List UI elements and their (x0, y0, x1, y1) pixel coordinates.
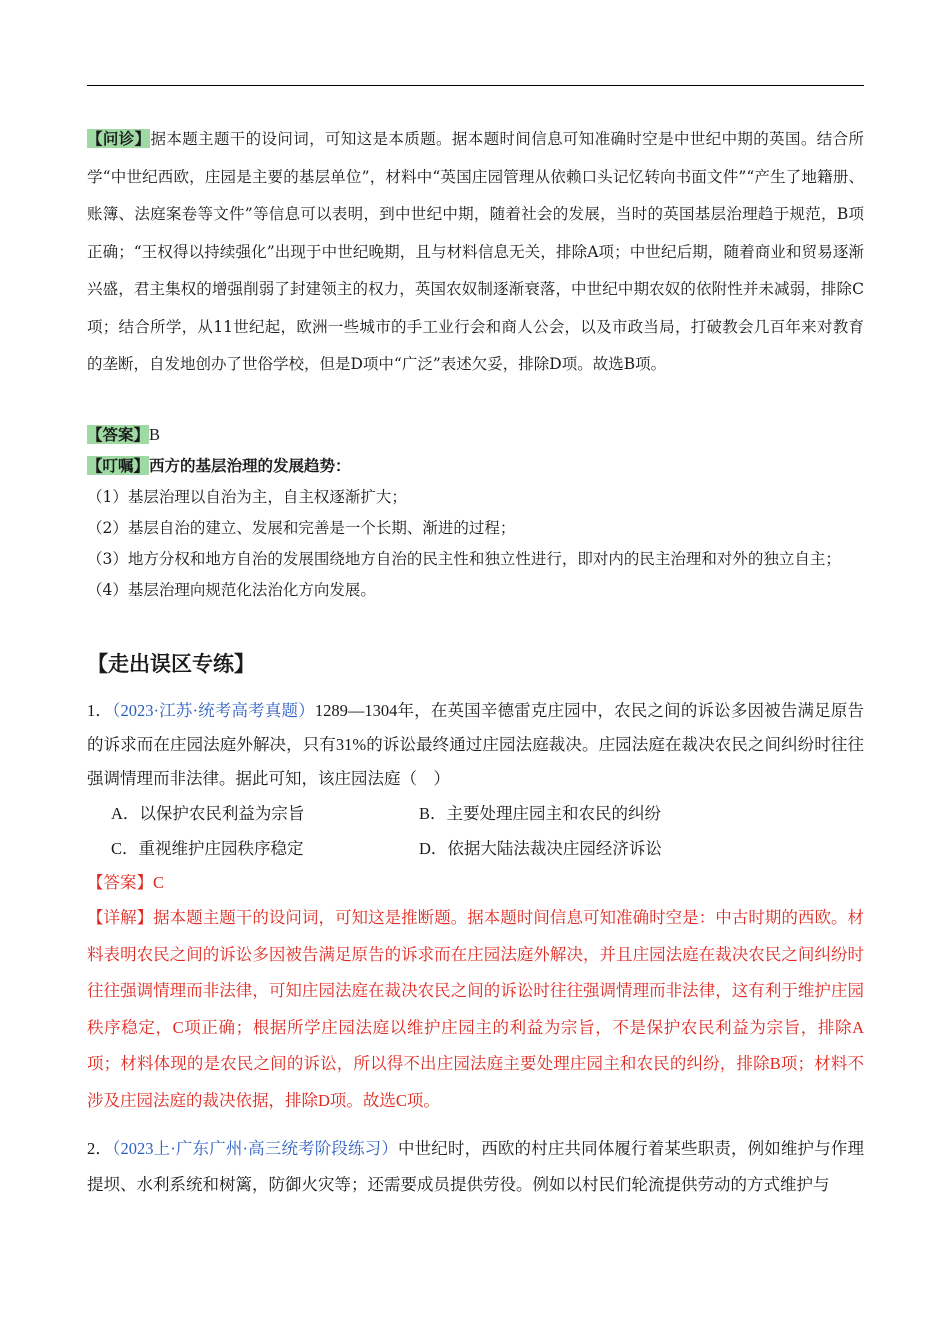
reminder-tag: 【叮嘱】 (87, 456, 150, 475)
question-text: 1289—1304年，在英国辛德雷克庄园中，农民之间的诉讼多因被告满足原告的诉求而在庄园法庭外解决，只有31%的诉讼最终通过庄园法庭裁决。庄园法庭在裁决农民之间纠纷时往往强调情理而非法律。据此可知，该庄园法庭（ ） (87, 701, 865, 788)
question-2 (87, 1131, 864, 1203)
answer-tag: 【答案】 (87, 425, 150, 444)
question-1-stem (87, 694, 864, 796)
reminder-item: （3）地方分权和地方自治的发展围绕地方自治的民主性和独立性进行，即对内的民主治理和对外的独立自主； (87, 550, 841, 568)
question-number: 1． (87, 701, 113, 720)
option-b[interactable]: B．主要处理庄园主和农民的纠纷 (419, 804, 662, 823)
analysis-block (87, 120, 864, 384)
option-d[interactable]: D．依据大陆法裁决庄园经济诉讼 (419, 839, 662, 858)
question-1-answer: 【答案】C (87, 873, 165, 892)
reminder-item: （1）基层治理以自治为主，自主权逐渐扩大； (87, 488, 407, 506)
question-2-stem (87, 1131, 864, 1203)
reminder-item: （4）基层治理向规范化法治化方向发展。 (87, 581, 376, 599)
option-a[interactable]: A．以保护农民利益为宗旨 (111, 804, 305, 823)
question-source: （2023·江苏·统考高考真题） (112, 701, 315, 720)
reminder-item: （2）基层自治的建立、发展和完善是一个长期、渐进的过程； (87, 519, 516, 537)
option-c[interactable]: C．重视维护庄园秩序稳定 (111, 839, 304, 858)
analysis-text: 据本题主题干的设问词，可知这是本质题。据本题时间信息可知准确时空是中世纪中期的英国。结合所学“中世纪西欧，庄园是主要的基层单位”，材料中“英国庄园管理从依赖口头记忆转向书面文件”“产生了地籍册、账簿、法庭案卷等文件”等信息可以表明，到中世纪中期，随着社会的发展，当时的英国基层治理趋于规范，B项正确；“王权得以持续强化”出现于中世纪晚期，且与材料信息无关，排除A项；中世纪后期，随着商业和贸易逐渐兴盛，君主集权的增强削弱了封建领主的权力，英国农奴制逐渐衰落，中世纪中期农奴的依附性并未减弱，排除C项；结合所学，从11世纪起，欧洲一些城市的手工业行会和商人公会，以及市政当局，打破教会几百年来对教育的垄断，自发地创办了世俗学校，但是D项中“广泛”表述欠妥，排除D项。故选B项。 (87, 130, 864, 373)
detail-text: 据本题主题干的设问词，可知这是推断题。据本题时间信息可知准确时空是：中古时期的西欧。材料表明农民之间的诉讼多因被告满足原告的诉求而在庄园法庭外解决，并且庄园法庭在裁决农民之间纠纷时往往强调情理而非法律，可知庄园法庭在裁决农民之间的诉讼时往往强调情理而非法律，这有利于维护庄园秩序稳定，C项正确；根据所学庄园法庭以维护庄园主的利益为宗旨，不是保护农民利益为宗旨，排除A项；材料体现的是农民之间的诉讼，所以得不出庄园法庭主要处理庄园主和农民的纠纷，排除B项；材料不涉及庄园法庭的裁决依据，排除D项。故选C项。 (87, 908, 865, 1110)
question-1-detail (87, 900, 864, 1119)
analysis-tag: 【问诊】 (87, 129, 151, 148)
header-rule (87, 85, 864, 86)
reminder-block (87, 450, 864, 606)
analysis-paragraph (87, 120, 864, 384)
answer-value: B (149, 425, 161, 444)
question-source: （2023上·广东广州·高三统考阶段练习） (112, 1139, 398, 1158)
section-heading: 【走出误区专练】 (87, 652, 255, 676)
options-grid (87, 796, 864, 866)
detail-tag: 【详解】 (87, 908, 154, 927)
question-number: 2． (87, 1139, 113, 1158)
answer-block (87, 419, 864, 451)
question-text: 中世纪时，西欧的村庄共同体履行着某些职责，例如维护与作理提坝、水利系统和树篱，防御火灾等；还需要成员提供劳役。例如以村民们轮流提供劳动的方式维护与 (87, 1139, 865, 1194)
reminder-title: 西方的基层治理的发展趋势： (149, 456, 351, 475)
question-1 (87, 694, 864, 1119)
